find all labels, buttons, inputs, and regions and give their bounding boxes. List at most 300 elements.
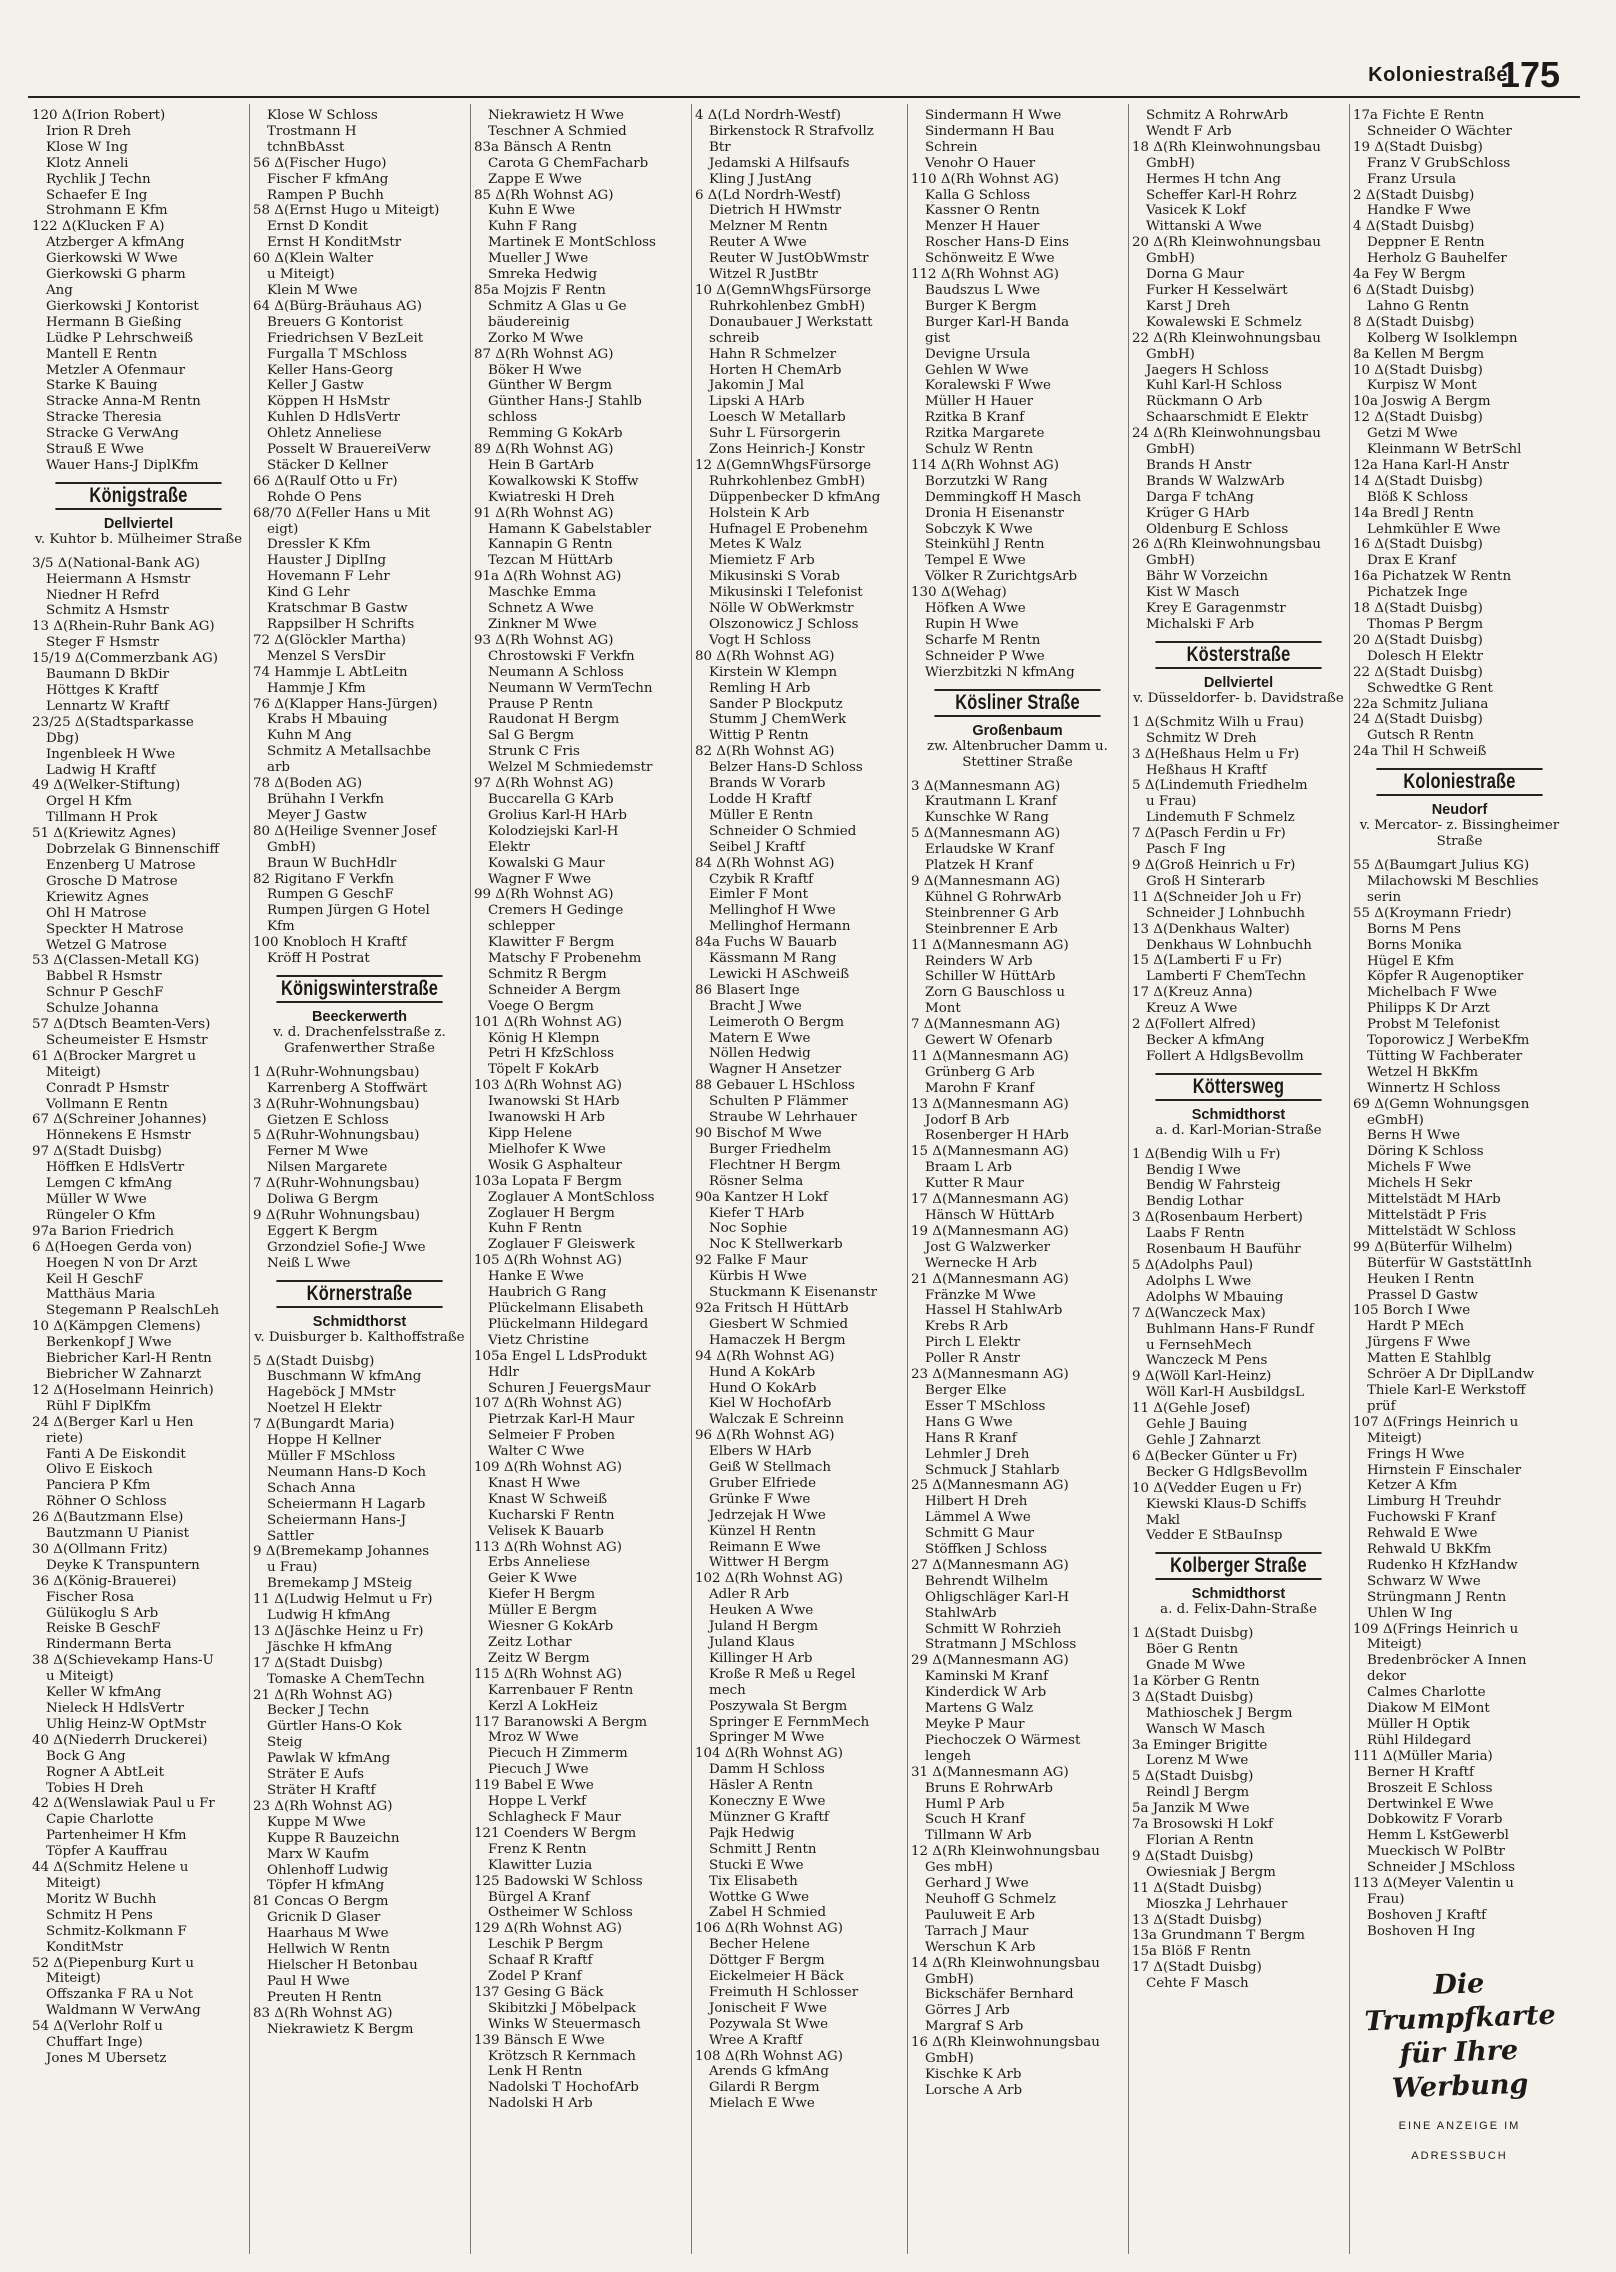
street-heading: Körnerstraße <box>276 1280 442 1308</box>
street-extent: a. d. Felix-Dahn-Straße <box>1160 1602 1317 1618</box>
directory-entry: Matthäus Maria <box>46 1287 156 1303</box>
directory-entry: Pasch F Ing <box>1146 842 1226 858</box>
directory-entry: Sträter H Kraftf <box>267 1783 376 1798</box>
directory-entry: Grünke F Wwe <box>709 1491 811 1507</box>
directory-entry: Miteigt) <box>46 1875 101 1891</box>
directory-entry: Kuppe R Bauzeichn <box>267 1830 400 1846</box>
directory-entry: Ferner M Wwe <box>267 1144 369 1160</box>
directory-entry: Mroz W Wwe <box>488 1730 579 1746</box>
directory-entry: Gehle J Zahnarzt <box>1146 1432 1261 1448</box>
directory-entry: Melzner M Rentn <box>709 219 828 235</box>
directory-entry: Stratmann J MSchloss <box>925 1637 1077 1653</box>
directory-entry: Milachowski M Beschlies <box>1367 873 1539 889</box>
directory-entry: Kurpisz W Mont <box>1367 378 1477 394</box>
directory-entry: 99 Δ(Büterfür Wilhelm) <box>1353 1239 1513 1255</box>
directory-entry: Rappsilber H Schrifts <box>267 617 415 632</box>
directory-entry: Haubrich G Rang <box>488 1285 607 1301</box>
directory-entry: Arends G kfmAng <box>709 2064 829 2080</box>
directory-entry: 36 Δ(König-Brauerei) <box>32 1573 177 1589</box>
directory-entry: Kuppe M Wwe <box>267 1814 366 1830</box>
directory-entry: Drax E Kranf <box>1367 553 1456 569</box>
directory-entry: Zorn G Bauschloss u <box>925 985 1066 1001</box>
directory-entry: Bähr W Vorzeichn <box>1146 569 1269 585</box>
directory-entry: 51 Δ(Kriewitz Agnes) <box>32 826 177 842</box>
directory-entry: Stumm J ChemWerk <box>709 712 847 728</box>
directory-entry: 1 Δ(Stadt Duisbg) <box>1132 1626 1254 1642</box>
ad-caption: ADRESSBUCH <box>1411 2149 1508 2162</box>
directory-entry: 113 Δ(Meyer Valentin u <box>1353 1876 1514 1892</box>
directory-entry: Schuren J FeuergsMaur <box>488 1380 651 1396</box>
directory-entry: Lehmkühler E Wwe <box>1367 521 1501 537</box>
directory-entry: 93 Δ(Rh Wohnst AG) <box>474 632 614 648</box>
directory-entry: Welzel M Schmiedemstr <box>488 760 653 776</box>
directory-entry: Schmitz A RohrwArb <box>1146 108 1289 123</box>
directory-entry: 107 Δ(Rh Wohnst AG) <box>474 1396 622 1412</box>
directory-entry: Kinderdick W Arb <box>925 1685 1047 1701</box>
directory-entry: Stuckmann K Eisenanstr <box>709 1285 877 1301</box>
directory-entry: Döring K Schloss <box>1367 1144 1484 1160</box>
column-divider <box>691 104 692 2254</box>
directory-entry: Rzitka Margarete <box>925 426 1045 442</box>
directory-entry: Kirstein W Klempn <box>709 664 838 680</box>
directory-entry: Tomaske A ChemTechn <box>267 1671 425 1687</box>
directory-entry: Demmingkoff H Masch <box>925 489 1082 505</box>
directory-entry: Maschke Emma <box>488 585 597 601</box>
directory-entry: Irion R Dreh <box>46 123 131 139</box>
directory-entry: Franz Ursula <box>1367 171 1457 187</box>
directory-entry: Tempel E Wwe <box>925 553 1026 569</box>
directory-entry: Jedamski A Hilfsaufs <box>709 155 850 171</box>
directory-entry: 5 Δ(Ruhr-Wohnungsbau) <box>253 1128 420 1144</box>
directory-entry: 1a Körber G Rentn <box>1132 1673 1260 1689</box>
street-extent: v. d. Drachenfelsstraße z. Grafenwerther Straße <box>273 1024 446 1056</box>
directory-entry: Müller F MSchloss <box>267 1448 396 1464</box>
directory-entry: Ges mbH) <box>925 1860 993 1876</box>
directory-entry: Burger Friedhelm <box>709 1141 832 1157</box>
directory-entry: Venohr O Hauer <box>925 155 1036 171</box>
directory-entry: Hellwich W Rentn <box>267 1942 390 1958</box>
directory-entry: 17 Δ(Stadt Duisbg) <box>1132 1960 1262 1976</box>
directory-entry: Lipski A HArb <box>709 394 805 410</box>
directory-entry: Kässmann M Rang <box>709 951 837 967</box>
directory-entry: 108 Δ(Rh Wohnst AG) <box>695 2048 843 2064</box>
directory-entry: KonditMstr <box>46 1939 123 1955</box>
directory-entry: 13 Δ(Stadt Duisbg) <box>1132 1912 1262 1928</box>
directory-entry: tchnBbAsst <box>267 139 345 155</box>
directory-entry: 9 Δ(Mannesmann AG) <box>911 873 1061 889</box>
directory-entry: Karrenbauer F Rentn <box>488 1682 634 1698</box>
directory-entry: Höffken E HdlsVertr <box>46 1160 185 1176</box>
directory-entry: Mikusinski S Vorab <box>709 569 840 585</box>
directory-entry: Haarhaus M Wwe <box>267 1926 389 1942</box>
directory-entry: Damm H Schloss <box>709 1762 825 1778</box>
directory-entry: Schwarz W Wwe <box>1367 1573 1481 1589</box>
directory-entry: Jones M Übersetz <box>46 2050 167 2066</box>
directory-entry: Hamann K Gabelstabler <box>488 521 651 537</box>
directory-entry: 92 Falke F Maur <box>695 1253 808 1269</box>
directory-entry: Wottke G Wwe <box>709 1889 810 1905</box>
directory-entry: Mioszka J Lehrhauer <box>1146 1896 1288 1912</box>
directory-entry: 27 Δ(Mannesmann AG) <box>911 1557 1069 1573</box>
directory-entry: Hund A KokArb <box>709 1364 816 1380</box>
directory-entry: Kuhlen D HdlsVertr <box>267 410 400 426</box>
directory-entry: Scharfe M Rentn <box>925 632 1041 648</box>
directory-entry: 10 Δ(Kämpgen Clemens) <box>32 1319 201 1335</box>
directory-entry: Miteigt) <box>46 1064 101 1080</box>
directory-entry: Klein M Wwe <box>267 282 358 298</box>
directory-entry: schlepper <box>488 919 555 935</box>
directory-entry: bäudereinig <box>488 314 570 330</box>
directory-entry: Rückmann O Arb <box>1146 394 1263 410</box>
directory-entry: Furgalla T MSchloss <box>267 346 407 362</box>
directory-entry: Reiske B GeschF <box>46 1621 161 1637</box>
directory-entry: Rüngeler O Kfm <box>46 1207 156 1223</box>
directory-entry: Schneider J Lohnbuchh <box>1146 905 1306 921</box>
directory-entry: Rösner Selma <box>709 1173 804 1189</box>
directory-entry: Metes K Walz <box>709 537 802 553</box>
directory-entry: 12 Δ(Rh Kleinwohnungsbau <box>911 1844 1100 1860</box>
directory-entry: Müller E Rentn <box>709 807 814 823</box>
directory-entry: 130 Δ(Wehag) <box>911 585 1007 601</box>
directory-entry: Nieleck H HdlsVertr <box>46 1701 184 1716</box>
directory-entry: Starke K Bauing <box>46 378 158 394</box>
directory-entry: Böer G Rentn <box>1146 1642 1239 1658</box>
directory-entry: Hans G Wwe <box>925 1414 1013 1430</box>
directory-entry: Becker A kfmAng <box>1146 1032 1265 1048</box>
directory-entry: Hufnagel E Probenehm <box>709 521 868 537</box>
directory-entry: Hermann B Gießing <box>46 314 182 330</box>
directory-entry: Ohligschläger Karl-H <box>925 1589 1070 1605</box>
directory-entry: Hovemann F Lehr <box>267 569 390 585</box>
directory-entry: 8 Δ(Stadt Duisbg) <box>1353 314 1475 330</box>
directory-entry: Hein B GartArb <box>488 457 594 473</box>
directory-entry: Krebs R Arb <box>925 1319 1009 1335</box>
directory-entry: 22 Δ(Stadt Duisbg) <box>1353 664 1483 680</box>
directory-entry: 3 Δ(Mannesmann AG) <box>911 778 1061 794</box>
directory-entry: 82 Δ(Rh Wohnst AG) <box>695 744 835 760</box>
directory-entry: Chuffart Inge) <box>46 2035 143 2051</box>
directory-entry: Ruhrkohlenbez GmbH) <box>709 473 866 489</box>
ad-slogan: für Ihre Werbung <box>1391 2034 1529 2105</box>
directory-entry: Nilsen Margarete <box>267 1160 388 1176</box>
directory-entry: Schneider O Wächter <box>1367 123 1512 139</box>
directory-entry: Fränzke M Wwe <box>925 1287 1036 1303</box>
directory-entry: 7 Δ(Mannesmann AG) <box>911 1017 1061 1033</box>
page-number: 175 <box>1499 54 1560 95</box>
directory-entry: Wiesner G KokArb <box>488 1619 614 1635</box>
directory-entry: 1 Δ(Schmitz Wilh u Frau) <box>1132 714 1305 730</box>
street-heading: Kolberger Straße <box>1155 1552 1321 1580</box>
directory-entry: 90 Bischof M Wwe <box>695 1126 822 1141</box>
directory-entry: Nadolski H Arb <box>488 2096 593 2112</box>
directory-entry: Rehwald E Wwe <box>1367 1526 1478 1542</box>
directory-entry: Menzel S VersDir <box>267 648 386 664</box>
directory-entry: 26 Δ(Rh Kleinwohnungsbau <box>1132 537 1321 553</box>
directory-entry: Schneider A Bergm <box>488 982 621 998</box>
directory-entry: Adler R Arb <box>709 1587 790 1603</box>
directory-entry: 18 Δ(Stadt Duisbg) <box>1353 601 1483 617</box>
directory-entry: Pirch L Elektr <box>925 1335 1021 1351</box>
directory-entry: Becker G HdlgsBevollm <box>1146 1464 1308 1480</box>
directory-entry: 102 Δ(Rh Wohnst AG) <box>695 1571 843 1587</box>
directory-entry: Wöll Karl-H AusbildgsL <box>1146 1385 1305 1401</box>
directory-entry: Pichatzek Inge <box>1367 585 1468 601</box>
directory-entry: Ohletz Anneliese <box>267 426 382 442</box>
directory-entry: Zoglauer F Gleiswerk <box>488 1237 635 1253</box>
directory-entry: 89 Δ(Rh Wohnst AG) <box>474 442 614 458</box>
directory-entry: 84a Fuchs W Bauarb <box>695 935 837 951</box>
directory-entry: Gilardi R Bergm <box>709 2080 820 2096</box>
directory-entry: Hund O KokArb <box>709 1380 817 1396</box>
directory-entry: Broszeit E Schloss <box>1367 1780 1493 1796</box>
directory-entry: Wetzel G Matrose <box>46 937 167 953</box>
directory-entry: Becher Helene <box>709 1937 810 1953</box>
directory-entry: Kuhn E Wwe <box>488 203 576 219</box>
directory-entry: Reimann E Wwe <box>709 1539 821 1555</box>
directory-entry: eGmbH) <box>1367 1112 1424 1128</box>
directory-entry: Fuchowski F Kranf <box>1367 1510 1496 1526</box>
directory-entry: 1 Δ(Ruhr-Wohnungsbau) <box>253 1064 420 1080</box>
directory-entry: 69 Δ(Gemn Wohnungsgen <box>1353 1096 1530 1112</box>
directory-entry: eigt) <box>267 521 299 537</box>
directory-entry: Heiermann A Hsmstr <box>46 571 191 587</box>
directory-entry: Krüger G HArb <box>1146 505 1250 521</box>
directory-entry: 129 Δ(Rh Wohnst AG) <box>474 1921 622 1937</box>
directory-entry: 85a Mojzis F Rentn <box>474 282 606 298</box>
directory-entry: Stegemann P RealschLeh <box>46 1303 220 1319</box>
directory-entry: Frenz K Rentn <box>488 1841 587 1857</box>
directory-entry: Kleinmann W BetrSchl <box>1367 442 1522 458</box>
directory-entry: Hügel E Kfm <box>1367 953 1455 969</box>
directory-entry: Schulze Johanna <box>46 1001 159 1017</box>
directory-entry: 60 Δ(Klein Walter <box>253 251 374 267</box>
directory-entry: Fischer Rosa <box>46 1589 135 1605</box>
directory-entry: Frings H Wwe <box>1367 1446 1465 1462</box>
directory-entry: 10a Joswig A Bergm <box>1353 394 1491 410</box>
directory-entry: Diakow M ElMont <box>1367 1701 1490 1717</box>
directory-entry: Schlagheck F Maur <box>488 1809 621 1825</box>
directory-entry: Mathioschek J Bergm <box>1146 1705 1293 1721</box>
directory-entry: Steinbrenner G Arb <box>925 905 1059 921</box>
directory-entry: Keller J Gastw <box>267 378 364 394</box>
directory-entry: Kutter R Maur <box>925 1176 1024 1192</box>
directory-entry: Kunschke W Rang <box>925 810 1049 826</box>
directory-entry: 83 Δ(Rh Wohnst AG) <box>253 2005 393 2021</box>
directory-entry: Berner H Kraftf <box>1367 1764 1474 1780</box>
directory-entry: 54 Δ(Verlohr Rolf u <box>32 2019 163 2035</box>
directory-entry: 106 Δ(Rh Wohnst AG) <box>695 1921 843 1937</box>
directory-entry: 105 Borch I Wwe <box>1353 1303 1471 1319</box>
directory-entry: Sander P Blockputz <box>709 696 843 712</box>
directory-entry: Zappe E Wwe <box>488 171 582 187</box>
directory-entry: Zorko M Wwe <box>488 330 584 346</box>
directory-entry: Friedrichsen V BezLeit <box>267 330 424 346</box>
directory-entry: Bruns E RohrwArb <box>925 1780 1053 1796</box>
directory-entry: 23 Δ(Rh Wohnst AG) <box>253 1798 393 1814</box>
directory-entry: Klose W Ing <box>46 139 128 155</box>
directory-entry: 122 Δ(Klucken F A) <box>32 219 165 235</box>
directory-entry: 121 Coenders W Bergm <box>474 1825 637 1841</box>
directory-entry: Martens G Walz <box>925 1701 1034 1717</box>
directory-entry: Selmeier F Proben <box>488 1428 616 1444</box>
directory-entry: Lüdke P Lehrschweiß <box>46 330 194 346</box>
directory-entry: Sattler <box>267 1528 314 1544</box>
directory-entry: Tezcan M HüttArb <box>488 553 613 569</box>
directory-entry: 13 Δ(Denkhaus Walter) <box>1132 921 1290 937</box>
directory-entry: Jodorf B Arb <box>925 1112 1010 1128</box>
directory-entry: Sträter E Aufs <box>267 1767 365 1783</box>
directory-entry: Michalski F Arb <box>1146 617 1255 632</box>
directory-entry: 3 Δ(Ruhr-Wohnungsbau) <box>253 1096 420 1112</box>
directory-entry: Uhlig Heinz-W OptMstr <box>46 1716 206 1732</box>
directory-entry: 111 Δ(Müller Maria) <box>1353 1748 1493 1764</box>
directory-entry: lengeh <box>925 1748 971 1764</box>
directory-entry: 80 Δ(Heilige Svenner Josef <box>253 823 437 839</box>
directory-entry: Münzner G Kraftf <box>709 1809 829 1825</box>
directory-entry: Rzitka B Kranf <box>925 410 1025 426</box>
directory-entry: Neuhoff G Schmelz <box>925 1891 1056 1907</box>
directory-entry: Zodel P Kranf <box>488 1969 582 1985</box>
district-name: Beeckerwerth <box>311 1008 408 1025</box>
directory-entry: Düppenbecker D kfmAng <box>709 489 881 505</box>
directory-entry: 17 Δ(Stadt Duisbg) <box>253 1655 383 1671</box>
directory-entry: Handke F Wwe <box>1367 203 1471 219</box>
directory-entry: Iwanowski St HArb <box>488 1094 620 1110</box>
directory-entry: Matschy F Probenehm <box>488 951 642 967</box>
directory-entry: Burger Karl-H Banda <box>925 314 1070 330</box>
directory-entry: Grolius Karl-H HArb <box>488 807 627 823</box>
directory-entry: Buschmann W kfmAng <box>267 1369 422 1385</box>
directory-entry: Waldmann W VerwAng <box>46 2003 201 2019</box>
directory-entry: Borns Monika <box>1367 937 1462 953</box>
directory-entry: 5 Δ(Adolphs Paul) <box>1132 1258 1254 1273</box>
directory-entry: 6 Δ(Hoegen Gerda von) <box>32 1239 193 1255</box>
directory-entry: Petri H KfzSchloss <box>488 1046 614 1062</box>
directory-entry: 24a Thil H Schweiß <box>1353 744 1487 760</box>
directory-entry: 97a Barion Friedrich <box>32 1223 175 1239</box>
directory-entry: Köpfer R Augenoptiker <box>1367 969 1524 985</box>
directory-entry: Rehwald U BkKfm <box>1367 1542 1492 1558</box>
directory-entry: Rindermann Berta <box>46 1637 172 1653</box>
directory-entry: 64 Δ(Bürg-Bräuhaus AG) <box>253 298 422 314</box>
directory-entry: Tarrach J Maur <box>925 1923 1029 1939</box>
directory-entry: 4a Fey W Bergm <box>1353 267 1466 283</box>
directory-entry: Kassner O Rentn <box>925 203 1040 219</box>
directory-entry: Geier K Wwe <box>488 1571 577 1587</box>
street-heading: Koloniestraße <box>1376 768 1542 796</box>
directory-entry: Ruhrkohlenbez GmbH) <box>709 298 866 314</box>
directory-entry: Höttges K Kraftf <box>46 683 159 698</box>
directory-entry: Mittelstädt M HArb <box>1367 1192 1501 1208</box>
directory-entry: 30 Δ(Ollmann Fritz) <box>32 1541 168 1557</box>
directory-entry: Jakomin J Mal <box>709 378 804 394</box>
directory-entry: Moritz W Buchh <box>46 1891 157 1907</box>
directory-entry: 15/19 Δ(Commerzbank AG) <box>32 651 218 667</box>
directory-entry: Hermes H tchn Ang <box>1146 171 1281 187</box>
directory-entry: Michelbach F Wwe <box>1367 985 1497 1001</box>
directory-entry: 17 Δ(Kreuz Anna) <box>1132 985 1253 1001</box>
column-divider <box>249 104 250 2254</box>
advertisement <box>1353 1968 1566 2164</box>
column-divider <box>907 104 908 2254</box>
directory-entry: 101 Δ(Rh Wohnst AG) <box>474 1014 622 1030</box>
directory-entry: 100 Knobloch H Kraftf <box>253 935 407 951</box>
directory-entry: Koralewski F Wwe <box>925 378 1051 394</box>
directory-entry: Heuken I Rentn <box>1367 1271 1475 1287</box>
directory-entry: 58 Δ(Ernst Hugo u Miteigt) <box>253 203 440 219</box>
directory-entry: Röhner O Schloss <box>46 1494 167 1510</box>
directory-entry: Btr <box>709 139 731 155</box>
directory-entry: Baumann D BkDir <box>46 667 170 683</box>
directory-entry: Breuers G Kontorist <box>267 314 403 330</box>
directory-entry: Jürgens F Wwe <box>1367 1335 1471 1351</box>
directory-entry: 21 Δ(Rh Wohnst AG) <box>253 1687 393 1703</box>
directory-entry: Kuhn M Ang <box>267 728 352 744</box>
directory-entry: Wosik G Asphalteur <box>488 1157 622 1173</box>
directory-entry: 7 Δ(Bungardt Maria) <box>253 1417 395 1433</box>
directory-entry: Sindermann H Wwe <box>925 108 1062 123</box>
directory-entry: 4 Δ(Ld Nordrh-Westf) <box>695 108 841 123</box>
directory-entry: Partenheimer H Kfm <box>46 1828 187 1844</box>
directory-entry: 61 Δ(Brocker Margret u <box>32 1048 196 1064</box>
directory-entry: Loesch W Metallarb <box>709 410 846 426</box>
directory-entry: Noc Sophie <box>709 1221 788 1237</box>
directory-entry: 20 Δ(Stadt Duisbg) <box>1353 632 1483 648</box>
directory-entry: Wittig P Rentn <box>709 728 809 744</box>
directory-entry: Koneczny E Wwe <box>709 1794 826 1810</box>
directory-entry: 91a Δ(Rh Wohnst AG) <box>474 569 622 585</box>
directory-entry: 14 Δ(Stadt Duisbg) <box>1353 473 1483 489</box>
directory-entry: Günther W Bergm <box>488 378 612 394</box>
directory-entry: Kuhn F Rentn <box>488 1221 583 1237</box>
directory-entry: Juland Klaus <box>709 1635 795 1650</box>
directory-entry: Wagner H Ansetzer <box>709 1062 842 1078</box>
directory-entry: Elektr <box>488 839 530 855</box>
directory-entry: Dronia H Eisenanstr <box>925 505 1065 521</box>
directory-entry: Scheiermann H Lagarb <box>267 1496 426 1512</box>
directory-entry: Ernst D Kondit <box>267 219 368 235</box>
directory-entry: Uhlen W Ing <box>1367 1605 1453 1621</box>
directory-entry: Döttger F Bergm <box>709 1953 825 1969</box>
directory-entry: Ketzer A Kfm <box>1367 1478 1458 1494</box>
directory-entry: Florian A Rentn <box>1146 1833 1254 1848</box>
directory-entry: Jedrzejak H Wwe <box>709 1507 826 1523</box>
directory-entry: Kühnel G RohrwArb <box>925 889 1062 905</box>
directory-entry: Scheumeister E Hsmstr <box>46 1032 208 1048</box>
directory-entry: 19 Δ(Mannesmann AG) <box>911 1223 1069 1239</box>
directory-entry: Gehle J Bauing <box>1146 1417 1248 1433</box>
directory-entry: Juland H Bergm <box>709 1619 819 1635</box>
directory-entry: Bendig W Fahrsteig <box>1146 1178 1281 1194</box>
directory-entry: Burger K Bergm <box>925 298 1037 314</box>
directory-entry: 19 Δ(Stadt Duisbg) <box>1353 139 1483 155</box>
directory-entry: Hardt P MEch <box>1367 1319 1465 1335</box>
directory-entry: Berns H Wwe <box>1367 1128 1461 1144</box>
directory-entry: Metzler A Ofenmaur <box>46 362 186 378</box>
directory-entry: Strüngmann J Rentn <box>1367 1589 1507 1605</box>
directory-entry: 91 Δ(Rh Wohnst AG) <box>474 505 614 521</box>
directory-entry: Birkenstock R Strafvollz <box>709 123 874 139</box>
directory-entry: 87 Δ(Rh Wohnst AG) <box>474 346 614 362</box>
directory-entry: Winks W Steuermasch <box>488 2016 641 2032</box>
directory-entry: Schmitt W Rohrzieh <box>925 1621 1062 1637</box>
directory-entry: Posselt W BrauereiVerw <box>267 442 431 458</box>
directory-entry: Franz V GrubSchloss <box>1367 155 1511 171</box>
directory-entry: Sobczyk K Wwe <box>925 521 1033 537</box>
directory-entry: Trostmann H <box>267 123 357 139</box>
directory-entry: Springer M Wwe <box>709 1730 825 1746</box>
directory-entry: Müller H Hauer <box>925 394 1034 410</box>
